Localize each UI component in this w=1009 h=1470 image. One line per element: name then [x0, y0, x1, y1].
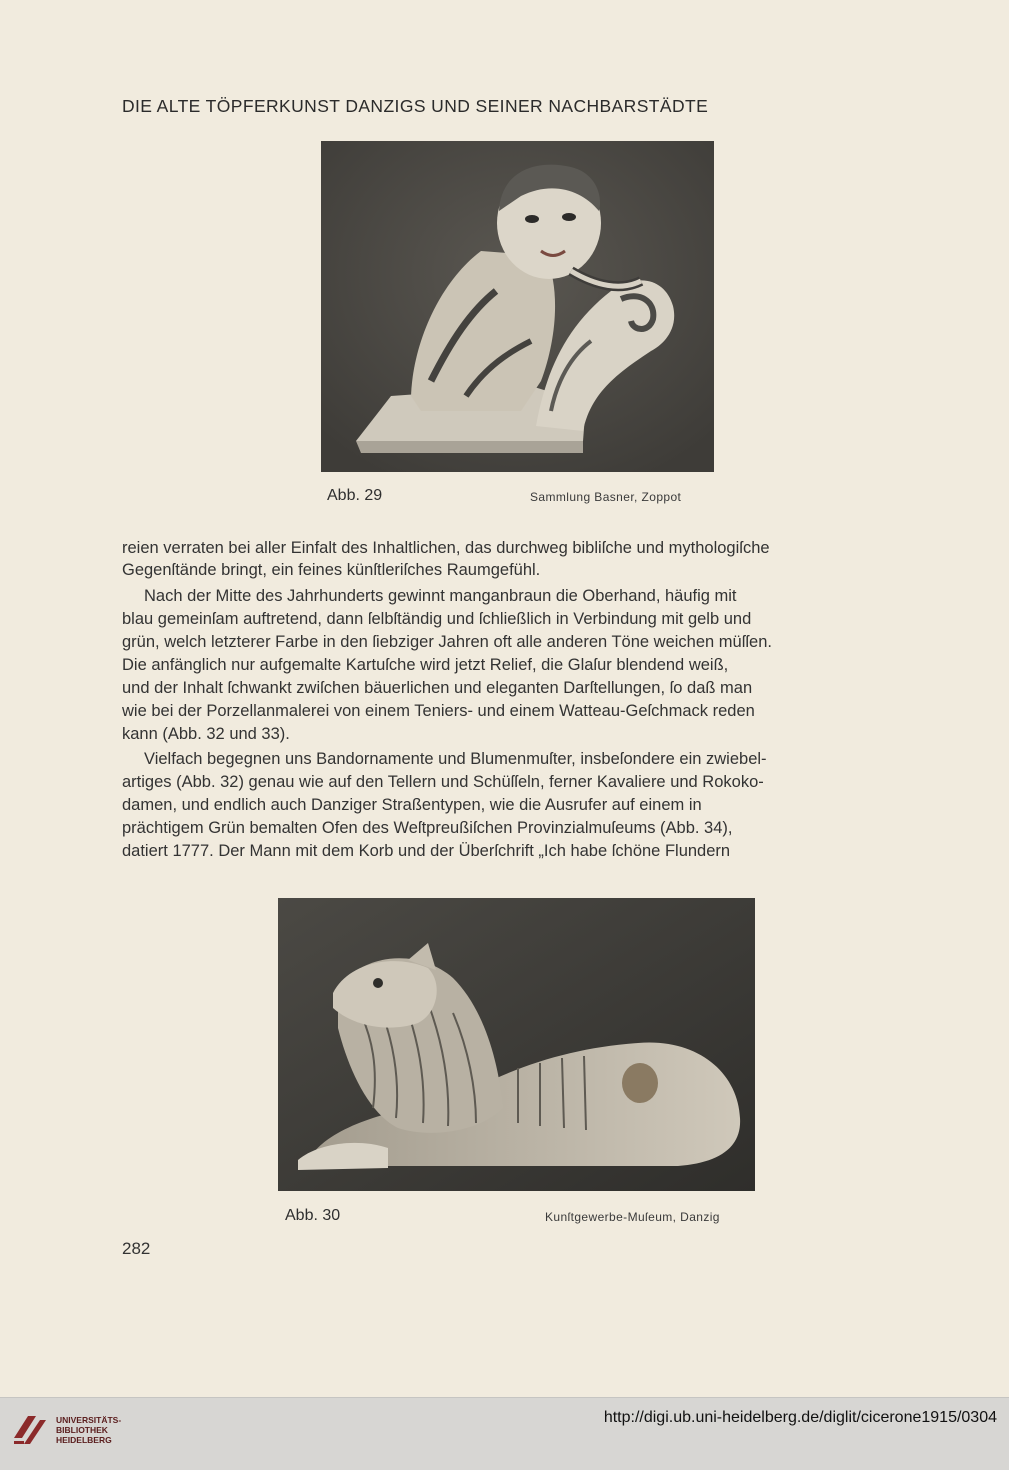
body-line: Gegenſtände bringt, ein feines künſtleriſches Raumgefühl.	[122, 561, 541, 579]
figure-30-photo	[278, 898, 755, 1191]
body-line: Nach der Mitte des Jahrhunderts gewinnt manganbraun die Oberhand, häufig mit	[144, 587, 737, 605]
library-logo-icon[interactable]	[10, 1408, 50, 1448]
body-line: reien verraten bei aller Einfalt des Inhaltlichen, das durchweg bibliſche und mythologiſche	[122, 539, 770, 557]
logo-line: HEIDELBERG	[56, 1435, 112, 1445]
figure-30-image	[278, 898, 755, 1191]
body-line: kann (Abb. 32 und 33).	[122, 725, 290, 743]
body-line: grün, welch letzterer Farbe in den ſiebziger Jahren oft alle anderen Töne weichen müſſen.	[122, 633, 772, 651]
body-line: wie bei der Porzellanmalerei von einem Teniers- und einem Watteau-Geſchmack reden	[122, 702, 755, 720]
body-line: Vielfach begegnen uns Bandornamente und Blumenmuſter, insbeſondere ein zwiebel-	[144, 750, 767, 768]
logo-line: UNIVERSITÄTS-	[56, 1415, 122, 1425]
body-line: und der Inhalt ſchwankt zwiſchen bäuerlichen und eleganten Darſtellungen, ſo daß man	[122, 679, 753, 697]
figure-29-photo	[321, 141, 714, 472]
figure-29-credit: Sammlung Basner, Zoppot	[530, 490, 682, 504]
body-line: artiges (Abb. 32) genau wie auf den Tellern und Schüſſeln, ferner Kavaliere und Rokoko-	[122, 773, 764, 791]
running-head: DIE ALTE TÖPFERKUNST DANZIGS UND SEINER NACHBARSTÄDTE	[122, 96, 709, 116]
body-line: Die anfänglich nur aufgemalte Kartuſche wird jetzt Relief, die Glaſur blendend weiß,	[122, 656, 729, 674]
figure-30-label: Abb. 30	[285, 1207, 341, 1224]
page-number: 282	[122, 1239, 151, 1258]
footer-bar	[0, 1397, 1009, 1470]
figure-29-label: Abb. 29	[327, 487, 383, 504]
body-line: prächtigem Grün bemalten Ofen des Weſtpreußiſchen Provinzialmuſeums (Abb. 34),	[122, 819, 733, 837]
body-line: damen, und endlich auch Danziger Straßentypen, wie die Ausrufer auf einem in	[122, 796, 702, 814]
permalink-url[interactable]: http://digi.ub.uni-heidelberg.de/diglit/cicerone1915/0304	[603, 1409, 997, 1426]
body-line: datiert 1777. Der Mann mit dem Korb und der Überſchrift „Ich habe ſchöne Flundern	[122, 842, 731, 860]
logo-line: BIBLIOTHEK	[56, 1425, 108, 1435]
body-line: blau gemeinſam auftretend, dann ſelbſtändig und ſchließlich in Verbindung mit gelb und	[122, 610, 752, 628]
figure-29-image	[321, 141, 714, 472]
figure-30-credit: Kunſtgewerbe-Muſeum, Danzig	[545, 1210, 720, 1224]
library-logo-text[interactable]	[56, 1415, 121, 1445]
